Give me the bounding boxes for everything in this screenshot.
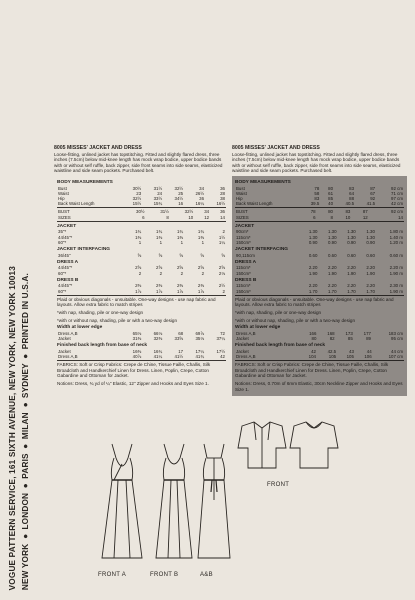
row-value: 1 (201, 239, 205, 245)
measurement-row (235, 289, 404, 294)
measurement-row (57, 240, 226, 245)
row-value: 36 (199, 195, 205, 201)
row-value: 183 cm (388, 330, 403, 336)
row-value: 92 cm (391, 209, 403, 215)
row-value: 2.20 (366, 265, 375, 271)
row-value: 2 (222, 288, 225, 294)
row-value: 97 cm (391, 195, 403, 201)
row-value: 83 (345, 209, 351, 215)
row-value: 58 (314, 190, 320, 196)
body-measurements-table (57, 186, 226, 207)
row-label: 150cm* (236, 239, 251, 245)
row-value: 1.30 (308, 234, 318, 240)
row-value: 31½ (153, 185, 163, 191)
row-label: 44/45"* (58, 234, 73, 240)
row-value: 16 (178, 201, 184, 207)
row-value: 66⅛ (153, 330, 163, 336)
row-value: ⅝ (179, 252, 184, 258)
row-label: Back Waist Length (58, 201, 95, 207)
row-value: 105 (346, 353, 354, 359)
row-value: 105 (328, 353, 337, 359)
row-value: 1.70 (328, 288, 337, 294)
row-value: 1.70 (347, 288, 356, 294)
row-label: 115cm* (236, 265, 251, 271)
jacket-front-drawings (232, 418, 342, 478)
fabrics-text: FABRICS: Soft or Crisp Fabrics: Crepe de Chine, Tissue Faille, Challis, Silk Broadcloth and Handkerchief Linen for Dress. Linen, Poplin, Crepe, Cotton Gabardine and Ottoman for Jacket. (235, 362, 389, 379)
row-value: 34 (204, 209, 210, 215)
width-title: Width at lower edge (235, 325, 281, 331)
row-value: 14 (220, 214, 225, 220)
row-value: 41½ (174, 353, 184, 359)
row-value: 1⅜ (156, 234, 163, 240)
row-value: 1¾ (156, 229, 163, 235)
row-value: 173 (345, 330, 353, 336)
body-measurements-title: BODY MEASUREMENTS (57, 179, 113, 185)
row-value: 2⅜ (156, 283, 163, 289)
row-value: 30½ (132, 185, 142, 191)
divider (235, 295, 404, 296)
row-value: 44 cm (391, 348, 403, 354)
row-value: 24 (157, 190, 163, 196)
notions-text: Notions: Dress, ¾ yd of ¼" Elastic, 12" Zipper and Hooks and Eyes Size 1. (57, 380, 209, 386)
publisher-address: VOGUE PATTERN SERVICE, 161 SIXTH AVENUE, NEW YORK, NEW YORK 10013 (8, 265, 17, 590)
row-value: 1.90 m (389, 288, 403, 294)
metric-measurements-column (232, 146, 407, 396)
publisher-cities: NEW YORK ● LONDON ● PARIS ● MILAN ● SYDNEY ● PRINTED IN U.S.A. (21, 272, 30, 590)
row-value: 40.5 (345, 201, 355, 207)
row-value: 36 (220, 209, 225, 215)
row-label: Hip (58, 195, 65, 201)
row-value: 17 (178, 348, 184, 354)
row-label: 44/45"* (58, 265, 73, 271)
row-value: 82 (329, 335, 335, 341)
row-value: 2 (222, 229, 225, 235)
row-value: 32⅜ (153, 335, 163, 341)
measurement-row (57, 354, 226, 359)
row-label: Dress A,B (58, 353, 78, 359)
row-value: 61 (328, 190, 334, 196)
row-value: 87 (362, 209, 368, 215)
row-value: 35⅛ (195, 335, 205, 341)
row-value: 2 (201, 270, 205, 276)
row-value: 1.30 (328, 229, 337, 235)
row-value: 95 cm (391, 335, 403, 341)
row-value: 1.90 m (389, 270, 403, 276)
row-value: 1.70 (366, 288, 375, 294)
row-value: 1 (180, 239, 184, 245)
row-value: 0.90 (308, 239, 318, 245)
row-value: 32½ (132, 195, 142, 201)
sizes-table (235, 209, 404, 219)
row-value: 23 (136, 190, 142, 196)
row-label: 60"* (58, 270, 67, 276)
row-value: 1⅞ (197, 288, 205, 294)
divider (57, 207, 226, 208)
row-value: 1.30 (347, 234, 356, 240)
row-value: 2.20 m (389, 265, 403, 271)
row-value: 2.30 m (389, 283, 403, 289)
row-value: 1.40 m (389, 234, 403, 240)
row-value: 1.90 (366, 270, 375, 276)
row-value: 2.20 (347, 283, 356, 289)
row-value: 14 (398, 214, 403, 220)
row-value: 6 (142, 214, 145, 220)
row-value: 2 (180, 270, 184, 276)
row-label: Back Waist Length (236, 201, 273, 207)
row-value: 8 (330, 214, 333, 220)
row-label: Jacket (236, 335, 249, 341)
nap-note: *with nap, shading, pile or one-way design (235, 309, 322, 315)
dress-a-table (235, 265, 404, 275)
row-value: 85 (328, 195, 334, 201)
measurement-row (57, 215, 226, 220)
dress-b-table (235, 283, 404, 293)
row-value: 2⅝ (218, 265, 225, 271)
row-value: 1 (138, 239, 142, 245)
row-label: 60"* (58, 288, 67, 294)
row-label: Dress A,B (236, 330, 256, 336)
row-value: 71 cm (391, 190, 403, 196)
divider (235, 221, 404, 222)
row-value: 69⅞ (195, 330, 205, 336)
row-label: Jacket (58, 348, 71, 354)
row-value: 87 (370, 185, 376, 191)
front-a-label: FRONT A (98, 572, 126, 578)
row-value: 42 cm (391, 201, 403, 207)
row-value: 37¼ (216, 335, 225, 341)
imperial-measurements-column (54, 146, 229, 391)
width-table (57, 331, 226, 341)
row-value: 34 (199, 185, 205, 191)
row-value: 38 (220, 195, 225, 201)
measurement-row (235, 201, 404, 206)
row-value: 42 (220, 353, 225, 359)
row-label: Dress A,B (236, 353, 256, 359)
front-label: FRONT (267, 482, 290, 488)
row-value: 40⅞ (132, 353, 142, 359)
row-value: 1.30 (366, 234, 375, 240)
row-value: 78 (314, 185, 320, 191)
row-value: 42 (311, 348, 316, 354)
row-value: 1⅞ (176, 288, 184, 294)
row-label: BUST (236, 209, 248, 215)
row-value: 1 (159, 239, 163, 245)
row-value: 1.90 (347, 270, 356, 276)
dress-a-table (57, 265, 226, 275)
row-value: 15¾ (153, 201, 163, 207)
row-value: 0.60 (328, 252, 337, 258)
row-value: 31⅜ (132, 335, 142, 341)
front-b-label: FRONT B (150, 572, 179, 578)
jacket-yardage-table (235, 229, 404, 245)
row-value: 2.20 (366, 283, 375, 289)
divider (57, 221, 226, 222)
row-value: 2 (159, 270, 163, 276)
dress-b-table (57, 283, 226, 293)
row-value: 1¾ (197, 229, 205, 235)
measurement-row (57, 289, 226, 294)
measurement-row (235, 215, 404, 220)
dress-a-title: DRESS A (235, 259, 257, 265)
row-value: 2.20 (347, 265, 356, 271)
fabric-note: Plaid or obvious diagonals - unsuitable. One-way designs - use nap fabric and layouts. Allow extra fabric to match stripes (57, 296, 216, 308)
measurement-row (235, 271, 404, 276)
row-value: 16⅜ (132, 348, 142, 354)
measurement-row (57, 336, 226, 341)
row-value: 10 (188, 214, 194, 220)
row-value: 15½ (132, 201, 142, 207)
row-value: 2.20 (328, 283, 337, 289)
row-value: 0.60 (366, 252, 375, 258)
row-value: 177 (363, 330, 371, 336)
row-value: 12 (204, 214, 210, 220)
row-value: 72 (220, 330, 225, 336)
row-value: ⅝ (158, 252, 163, 258)
row-value: 1.30 (308, 229, 318, 235)
row-value: 1¾ (176, 229, 184, 235)
row-value: 107 cm (388, 353, 403, 359)
row-value: 16¼ (195, 201, 205, 207)
row-value: 34½ (174, 195, 184, 201)
measurement-panel (54, 176, 229, 391)
dress-b-title: DRESS B (57, 277, 79, 283)
row-value: 0.60 m (389, 252, 403, 258)
row-value: 88 (349, 195, 355, 201)
row-value: 78 (310, 209, 316, 215)
row-value: 26½ (195, 190, 205, 196)
row-value: ⅝ (200, 252, 205, 258)
row-label: 115cm* (236, 283, 251, 289)
row-value: 1.30 (328, 234, 337, 240)
row-value: 89 (366, 335, 371, 341)
pattern-description: Loose-fitting, unlined jacket has topstitching. Fitted and slightly flared dress, three inches (7.5cm) below mid-knee length has mock wrap bodice, upper bodice bands with or without self ruffle, back zipper, side front seams into side seams, elasticized waistline and side seam pockets. Purchased belt. (54, 151, 223, 174)
row-value: 1.20 m (389, 239, 403, 245)
measurement-row (235, 240, 404, 245)
row-value: 31½ (160, 209, 169, 215)
row-value: 2⅝ (135, 265, 142, 271)
row-value: 104 (308, 353, 316, 359)
row-value: 80 (311, 335, 317, 341)
jacket-title: JACKET (235, 223, 255, 229)
row-value: 2⅝ (176, 265, 184, 271)
row-value: 0.60 (347, 252, 356, 258)
row-value: 65⅛ (132, 330, 142, 336)
body-measurements-title: BODY MEASUREMENTS (235, 179, 291, 185)
row-value: 17¼ (195, 348, 205, 354)
row-value: 0.90 (366, 239, 375, 245)
body-measurements-table (235, 186, 404, 207)
interfacing-title: JACKET INTERFACING (57, 246, 111, 252)
row-value: 44 (366, 348, 372, 354)
row-value: 68 (178, 330, 184, 336)
interfacing-table (235, 253, 404, 258)
pattern-description: Loose-fitting, unlined jacket has topstitching. Fitted and slightly flared dress, three inches (7.5cm) below mid-knee length has mock wrap bodice, upper bodice bands with or without self ruffle, back zipper, side front seams into side seams, elasticized waistline and side seam pockets. Purchased belt. (232, 151, 401, 174)
row-value: 2⅝ (156, 265, 163, 271)
row-label: Jacket (236, 348, 249, 354)
length-table (57, 349, 226, 359)
row-label: 150cm* (236, 270, 251, 276)
row-value: 1⅜ (176, 234, 184, 240)
row-label: Jacket (58, 335, 71, 341)
row-value: 2.20 (308, 283, 318, 289)
row-label: SIZES (58, 214, 71, 220)
row-value: 6 (313, 214, 316, 220)
measurement-row (235, 336, 404, 341)
row-value: 168 (327, 330, 335, 336)
row-value: 32½ (184, 209, 194, 215)
row-label: 36/45" (58, 252, 71, 258)
row-value: 1½ (218, 234, 225, 240)
row-value: 1.70 (308, 288, 318, 294)
row-value: 0.90 (347, 239, 356, 245)
row-label: Hip (236, 195, 243, 201)
row-value: 39.5 (310, 201, 320, 207)
row-value: 64 (349, 190, 355, 196)
row-value: 2⅛ (218, 270, 225, 276)
no-nap-note: *with or without nap, shading, pile or with a two-way design (235, 317, 356, 323)
row-value: 8 (166, 214, 169, 220)
row-value: 2⅜ (135, 283, 142, 289)
row-label: 60"* (58, 239, 67, 245)
row-value: 16½ (216, 201, 225, 207)
no-nap-note: *with or without nap, shading, pile or with a two-way design (57, 317, 178, 323)
row-label: Waist (236, 190, 247, 196)
row-value: 2⅜ (176, 283, 184, 289)
row-value: 10 (345, 214, 351, 220)
row-label: SIZES (236, 214, 249, 220)
divider (235, 360, 404, 361)
row-label: Waist (58, 190, 69, 196)
interfacing-table (57, 253, 226, 258)
row-value: 0.60 (308, 252, 318, 258)
ab-label: A&B (200, 572, 213, 578)
interfacing-title: JACKET INTERFACING (235, 246, 289, 252)
row-value: 30½ (136, 209, 145, 215)
row-value: 1.80 m (389, 229, 403, 235)
row-value: 1.30 (347, 229, 356, 235)
length-table (235, 349, 404, 359)
width-title: Width at lower edge (57, 325, 103, 331)
row-value: 2⅝ (197, 265, 205, 271)
row-label: 44/45"* (58, 283, 73, 289)
row-value: 1.90 (308, 270, 318, 276)
divider (57, 295, 226, 296)
row-value: 33½ (153, 195, 163, 201)
measurement-row (235, 253, 404, 258)
row-value: 85 (347, 335, 353, 341)
row-value: 41¾ (195, 353, 205, 359)
fabric-note: Plaid or obvious diagonals - unsuitable. One-way designs - use nap fabric and layouts. Allow extra fabric to match stripes (235, 296, 394, 308)
measurement-row (57, 201, 226, 206)
row-value: 17½ (216, 348, 225, 354)
row-value: 2⅜ (197, 283, 205, 289)
row-value: 1¼ (218, 239, 225, 245)
row-label: 150cm* (236, 288, 251, 294)
row-value: 41¼ (153, 353, 163, 359)
length-title: Finished back length from base of neck (57, 343, 148, 349)
row-value: 1⅞ (135, 288, 142, 294)
publisher-imprint (6, 150, 32, 590)
measurement-row (57, 271, 226, 276)
row-value: 80 (328, 185, 334, 191)
row-value: 1.90 (328, 270, 337, 276)
row-value: 41.5 (366, 201, 376, 207)
row-label: 115cm* (236, 234, 251, 240)
row-value: 28 (220, 190, 225, 196)
dress-a-title: DRESS A (57, 259, 79, 265)
row-label: 90,115cm (236, 252, 255, 258)
pattern-title: 8005 MISSES' JACKET AND DRESS (54, 145, 142, 151)
row-value: 1¾ (135, 229, 142, 235)
row-label: Bust (236, 185, 245, 191)
row-label: 90cm* (236, 229, 249, 235)
row-value: 43 (349, 348, 354, 354)
pattern-title: 8005 MISSES' JACKET AND DRESS (232, 145, 320, 151)
width-table (235, 331, 404, 341)
nap-note: *with nap, shading, pile or one-way design (57, 309, 144, 315)
row-value: 25 (178, 190, 184, 196)
row-value: ⅝ (221, 252, 225, 258)
row-value: 2.20 (328, 265, 337, 271)
row-label: 35"* (58, 229, 67, 235)
row-value: 166 (309, 330, 317, 336)
length-title: Finished back length from base of neck (235, 343, 326, 349)
divider (235, 207, 404, 208)
row-value: 1⅞ (156, 288, 163, 294)
row-value: 12 (362, 214, 368, 220)
row-value: 16¾ (153, 348, 163, 354)
dress-b-title: DRESS B (235, 277, 257, 283)
row-value: 1⅜ (135, 234, 142, 240)
row-value: 1⅜ (197, 234, 205, 240)
row-value: 2.20 (308, 265, 318, 271)
row-value: 2½ (218, 283, 225, 289)
row-value: 40 (328, 201, 334, 207)
row-value: 33⅝ (174, 335, 184, 341)
sizes-table (57, 209, 226, 219)
measurement-row (57, 253, 226, 258)
row-label: Dress A,B (58, 330, 78, 336)
divider (57, 360, 226, 361)
row-value: ⅝ (137, 252, 142, 258)
row-value: 92 (370, 195, 376, 201)
measurement-row (235, 354, 404, 359)
row-value: 83 (314, 195, 320, 201)
row-value: 0.90 (328, 239, 337, 245)
jacket-title: JACKET (57, 223, 77, 229)
row-value: 42.5 (327, 348, 337, 354)
row-value: 2 (138, 270, 142, 276)
row-value: 36 (220, 185, 225, 191)
row-value: 1.30 (366, 229, 375, 235)
row-value: 92 cm (391, 185, 403, 191)
notions-text: Notions: Dress, 0.70m of 6mm Elastic, 30cm Neckline Zipper and Hooks and Eyes Size 1. (235, 380, 403, 392)
row-value: 83 (349, 185, 355, 191)
jacket-yardage-table (57, 229, 226, 245)
row-value: 80 (328, 209, 333, 215)
row-label: Bust (58, 185, 67, 191)
row-value: 67 (370, 190, 376, 196)
fabrics-text: FABRICS: Soft or Crisp Fabrics: Crepe de Chine, Tissue Faille, Challis, Silk Broadcloth and Handkerchief Linen for Dress. Linen, Poplin, Crepe, Cotton Gabardine and Ottoman for Jacket. (57, 362, 211, 379)
row-value: 32½ (174, 185, 184, 191)
row-value: 106 (364, 353, 372, 359)
measurement-panel (232, 176, 407, 396)
row-label: BUST (58, 209, 70, 215)
